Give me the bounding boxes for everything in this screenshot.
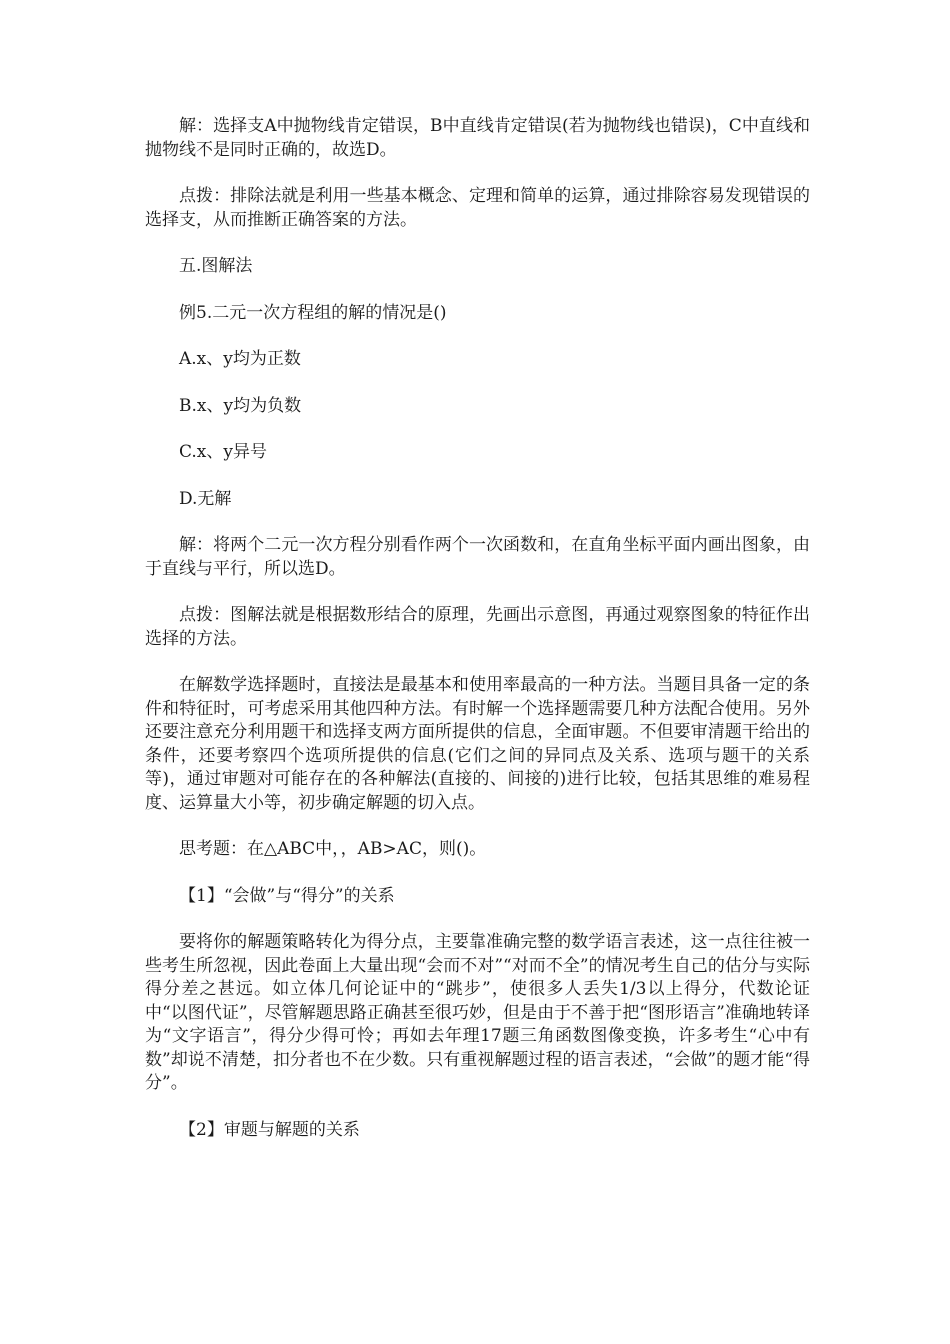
subsection-heading: 【2】审题与解题的关系 <box>179 1119 360 1140</box>
thinking-question: 思考题：在△ABC中，，AB>AC，则()。 <box>179 839 487 859</box>
summary-paragraph: 在解数学选择题时，直接法是最基本和使用率最高的一种方法。当题目具备一定的条件和特征时，可考虑采用其他四种方法。有时解一个选择题需要几种方法配合使用。另外还要注意充分利用题干和选择支两方面所提供的信息，全面审题。不但要审清题干给出的条件，还要考察四个选项所提供的信息(它们之间的异同点及关系、选项与题干的关系等)，通过审题对可能存在的各种解法(直接的、间接的)进行比较，包括其思维的难易程度、运算量大小等，初步确定解题的切入点。 <box>145 675 810 813</box>
solution-paragraph: 解：将两个二元一次方程分别看作两个一次函数和，在直角坐标平面内画出图象，由于直线与平行，所以选D。 <box>145 535 810 579</box>
hint-paragraph: 点拨：图解法就是根据数形结合的原理，先画出示意图，再通过观察图象的特征作出选择的方法。 <box>145 605 810 649</box>
hint-paragraph: 点拨：排除法就是利用一些基本概念、定理和简单的运算，通过排除容易发现错误的选择支，从而推断正确答案的方法。 <box>145 186 810 230</box>
option-c: C.x、y异号 <box>179 442 267 462</box>
document-body <box>145 115 810 1165</box>
body-paragraph: 要将你的解题策略转化为得分点，主要靠准确完整的数学语言表述，这一点往往被一些考生所忽视，因此卷面上大量出现“会而不对”“对而不全”的情况考生自己的估分与实际得分差之甚远。如立体几何论证中的“跳步”，使很多人丢失1/3以上得分，代数论证中“以图代证”，尽管解题思路正确甚至很巧妙，但是由于不善于把“图形语言”准确地转译为“文字语言”，得分少得可怜；再如去年理17题三角函数图像变换，许多考生“心中有数”却说不清楚，扣分者也不在少数。只有重视解题过程的语言表述，“会做”的题才能“得分”。 <box>145 932 810 1093</box>
option-a: A.x、y均为正数 <box>179 349 301 369</box>
option-b: B.x、y均为负数 <box>179 395 302 416</box>
subsection-heading: 【1】“会做”与“得分”的关系 <box>179 885 395 906</box>
option-d: D.无解 <box>179 488 232 509</box>
solution-paragraph: 解：选择支A中抛物线肯定错误，B中直线肯定错误(若为抛物线也错误)，C中直线和抛物线不是同时正确的，故选D。 <box>145 116 810 160</box>
section-heading: 五.图解法 <box>179 256 253 276</box>
example-question: 例5.二元一次方程组的解的情况是() <box>179 302 447 323</box>
